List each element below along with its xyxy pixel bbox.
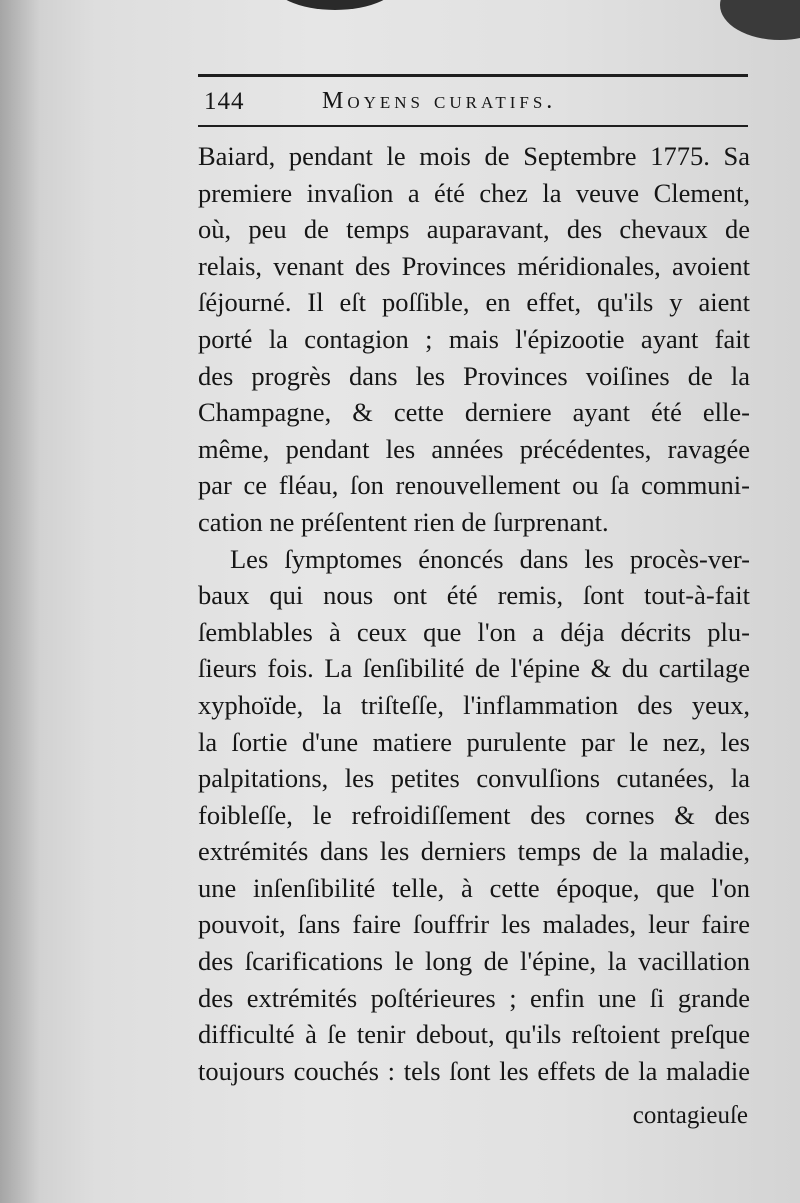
text-line: palpitations, les petites convulſions cutanées, la [198, 763, 750, 794]
page-number: 144 [204, 88, 245, 115]
text-line: porté la contagion ; mais l'épizootie ayant fait [198, 323, 750, 354]
text-line: des extrémités poſtérieures ; enfin une ſi grande [198, 982, 750, 1013]
text-line: pouvoit, ſans faire ſouffrir les malades, leur faire [198, 909, 750, 940]
text-line: cation ne préſentent rien de ſurprenant. [198, 506, 609, 537]
text-line: ſemblables à ceux que l'on a déja décrits plu- [198, 616, 750, 647]
text-line: des ſcarifications le long de l'épine, la vacillation [198, 946, 750, 977]
page-header [198, 84, 748, 122]
text-line: une inſenſibilité telle, à cette époque, que l'on [198, 872, 750, 903]
text-line: la ſortie d'une matiere purulente par le nez, les [198, 726, 750, 757]
text-line: difficulté à ſe tenir debout, qu'ils reſtoient preſque [198, 1019, 750, 1050]
text-line: par ce fléau, ſon renouvellement ou ſa communi- [198, 470, 750, 501]
text-line: baux qui nous ont été remis, ſont tout-à-fait [198, 580, 750, 611]
text-line: ſéjourné. Il eſt poſſible, en effet, qu'ils y aient [198, 287, 750, 318]
text-line: ſieurs fois. La ſenſibilité de l'épine & du cartilage [198, 653, 750, 684]
text-line: foibleſſe, le refroidiſſement des cornes & des [198, 799, 750, 830]
text-line: extrémités dans les derniers temps de la maladie, [198, 836, 750, 867]
text-line: relais, venant des Provinces méridionales, avoient [198, 250, 750, 281]
page-gutter-shadow [0, 0, 40, 1203]
text-line: même, pendant les années précédentes, ravagée [198, 433, 750, 464]
text-line: premiere invaſion a été chez la veuve Clement, [198, 177, 750, 208]
header-rule-bottom [198, 125, 748, 127]
header-rule-top [198, 74, 748, 77]
text-line: Baiard, pendant le mois de Septembre 1775. Sa [198, 141, 750, 171]
text-line: toujours couchés : tels ſont les effets de la maladie [198, 1055, 750, 1086]
running-head: Moyens curatifs. [322, 88, 557, 114]
text-line: des progrès dans les Provinces voiſines de la [198, 360, 750, 391]
text-line: Les ſymptomes énoncés dans les procès-ver- [230, 543, 750, 574]
body-text [198, 138, 750, 1089]
text-line: xyphoïde, la triſteſſe, l'inflammation des yeux, [198, 689, 750, 720]
thumb-shadow [270, 0, 400, 10]
text-line: où, peu de temps auparavant, des chevaux de [198, 214, 750, 245]
catchword: contagieuſe [632, 1102, 748, 1129]
text-line: Champagne, & cette derniere ayant été elle- [198, 397, 750, 428]
corner-shadow [720, 0, 800, 40]
